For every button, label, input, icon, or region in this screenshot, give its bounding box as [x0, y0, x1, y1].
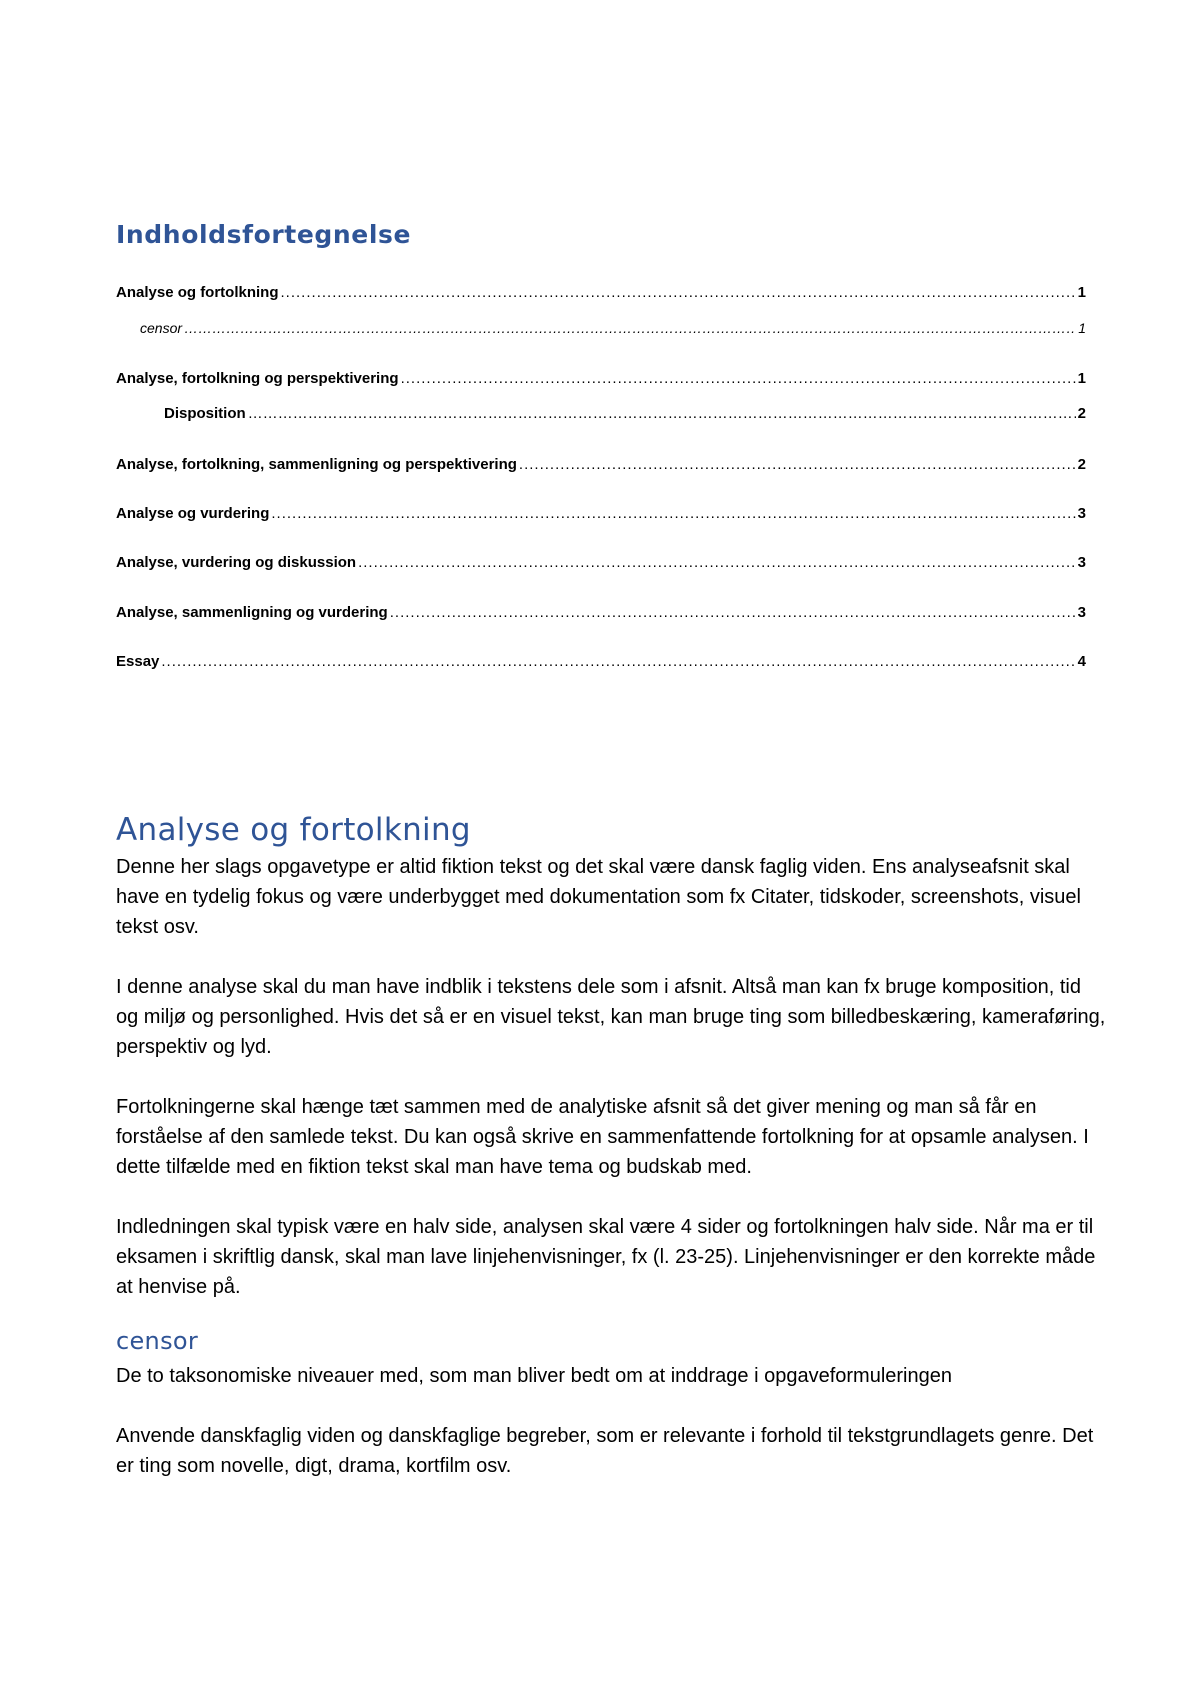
toc-leader-dots	[161, 652, 1075, 672]
toc-entry[interactable]	[116, 455, 1086, 475]
toc-entry-page: 1	[1077, 370, 1086, 387]
toc-leader-dots	[390, 603, 1076, 623]
toc-entry-page: 1	[1078, 320, 1086, 336]
toc-leader-dots	[184, 318, 1076, 338]
toc-leader-dots	[281, 283, 1076, 303]
toc-entry[interactable]	[116, 553, 1086, 573]
toc-entry[interactable]	[116, 283, 1086, 303]
toc-entry-title: Analyse, vurdering og diskussion	[116, 554, 357, 571]
section-body-censor	[116, 1361, 1106, 1511]
toc-entry[interactable]	[116, 369, 1086, 389]
body-paragraph: De to taksonomiske niveauer med, som man bliver bedt om at inddrage i opgaveformuleringen	[116, 1365, 952, 1387]
toc-entry-page: 3	[1077, 554, 1086, 571]
toc-entry-title: Disposition	[164, 405, 246, 422]
toc-entry-title: Essay	[116, 653, 160, 670]
toc-leader-dots	[358, 553, 1076, 573]
toc-entry[interactable]	[116, 404, 1086, 424]
body-paragraph: Indledningen skal typisk være en halv side, analysen skal være 4 sider og fortolkningen halv side. Når ma er til eksamen i skriftlig dansk, skal man lave linjehenvisninger, fx (l. 23-25). Linjehenvisninger er den korrekte måde at henvise på.	[116, 1216, 1096, 1298]
toc-entry[interactable]	[116, 652, 1086, 672]
toc-entry-title: Analyse og vurdering	[116, 505, 270, 522]
toc-entry-page: 3	[1077, 505, 1086, 522]
body-paragraph: Fortolkningerne skal hænge tæt sammen med de analytiske afsnit så det giver mening og man så får en forståelse af den samlede tekst. Du kan også skrive en sammenfattende fortolkning for at opsamle analysen. I dette tilfælde med en fiktion tekst skal man have tema og budskab med.	[116, 1096, 1089, 1178]
section-heading-analyse-og-fortolkning: Analyse og fortolkning	[116, 812, 471, 848]
toc-entry-title: censor	[140, 320, 183, 336]
toc-entry-page: 2	[1077, 456, 1086, 473]
toc-entry-page: 3	[1077, 604, 1086, 621]
toc-entry[interactable]	[116, 603, 1086, 623]
toc-leader-dots	[401, 369, 1076, 389]
toc-entry[interactable]	[116, 318, 1086, 338]
toc-heading: Indholdsfortegnelse	[116, 220, 412, 249]
toc-entry-page: 4	[1077, 653, 1086, 670]
toc-entry-title: Analyse, fortolkning, sammenligning og perspektivering	[116, 456, 517, 473]
toc-entry-title: Analyse, fortolkning og perspektivering	[116, 370, 399, 387]
section-heading-censor: censor	[116, 1327, 199, 1355]
body-paragraph: Anvende danskfaglig viden og danskfaglige begreber, som er relevante i forhold til tekstgrundlagets genre. Det er ting som novelle, digt, drama, kortfilm osv.	[116, 1425, 1094, 1477]
toc-entry-page: 2	[1077, 405, 1086, 422]
body-paragraph: I denne analyse skal du man have indblik i tekstens dele som i afsnit. Altså man kan fx bruge komposition, tid og miljø og personlighed. Hvis det så er en visuel tekst, kan man bruge ting som billedbeskæring, kameraføring, perspektiv og lyd.	[116, 976, 1106, 1058]
toc-entry-title: Analyse og fortolkning	[116, 284, 279, 301]
body-paragraph: Denne her slags opgavetype er altid fiktion tekst og det skal være dansk faglig viden. Ens analyseafsnit skal have en tydelig fokus og være underbygget med dokumentation som fx Citater, tidskoder, screenshots, visuel tekst osv.	[116, 856, 1081, 938]
toc-leader-dots	[271, 504, 1075, 524]
toc-entry[interactable]	[116, 504, 1086, 524]
toc-entry-title: Analyse, sammenligning og vurdering	[116, 604, 388, 621]
section-body-analyse-og-fortolkning	[116, 852, 1106, 1332]
toc-leader-dots	[248, 404, 1076, 424]
toc-leader-dots	[519, 455, 1076, 475]
toc-entry-page: 1	[1077, 284, 1086, 301]
